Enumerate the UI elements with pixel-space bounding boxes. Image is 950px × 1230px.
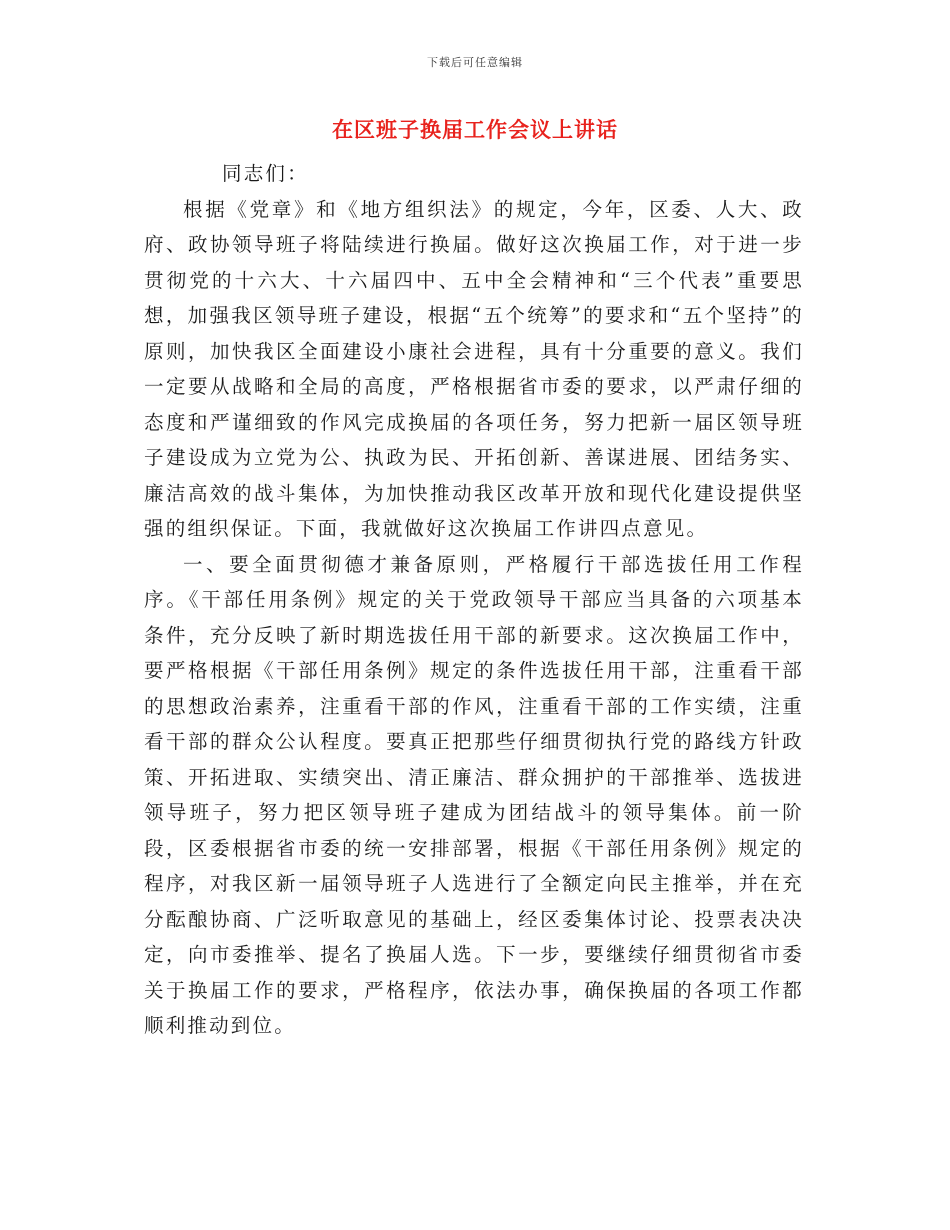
paragraph-point-one: 一、要全面贯彻德才兼备原则，严格履行干部选拔任用工作程序。《干部任用条例》规定的关于党政领导干部应当具备的六项基本条件，充分反映了新时期选拔任用干部的新要求。这次换届工作中，要严格根据《干部任用条例》规定的条件选拔任用干部，注重看干部的思想政治素养，注重看干部的作风，注重看干部的工作实绩，注重看干部的群众公认程度。要真正把那些仔细贯彻执行党的路线方针政策、开拓进取、实绩突出、清正廉洁、群众拥护的干部推举、选拔进领导班子，努力把区领导班子建成为团结战斗的领导集体。前一阶段，区委根据省市委的统一安排部署，根据《干部任用条例》规定的程序，对我区新一届领导班子人选进行了全额定向民主推举，并在充分酝酿协商、广泛听取意见的基础上，经区委集体讨论、投票表决决定，向市委推举、提名了换届人选。下一步，要继续仔细贯彻省市委关于换届工作的要求，严格程序，依法办事，确保换届的各项工作都顺利推动到位。 <box>144 552 804 1037</box>
salutation-text: 同志们： <box>222 162 309 185</box>
salutation <box>144 156 804 192</box>
paragraph-intro: 根据《党章》和《地方组织法》的规定，今年，区委、人大、政府、政协领导班子将陆续进行换届。做好这次换届工作，对于进一步贯彻党的十六大、十六届四中、五中全会精神和“三个代表”重要思想，加强我区领导班子建设，根据“五个统筹”的要求和“五个坚持”的原则，加快我区全面建设小康社会进程，具有十分重要的意义。我们一定要从战略和全局的高度，严格根据省市委的要求，以严肃仔细的态度和严谨细致的作风完成换届的各项任务，努力把新一届区领导班子建设成为立党为公、执政为民、开拓创新、善谋进展、团结务实、廉洁高效的战斗集体，为加快推动我区改革开放和现代化建设提供坚强的组织保证。下面，我就做好这次换届工作讲四点意见。 <box>144 197 804 540</box>
document-body <box>144 156 804 1044</box>
header-note: 下载后可任意编辑 <box>427 56 523 69</box>
document-title: 在区班子换届工作会议上讲话 <box>332 117 618 142</box>
